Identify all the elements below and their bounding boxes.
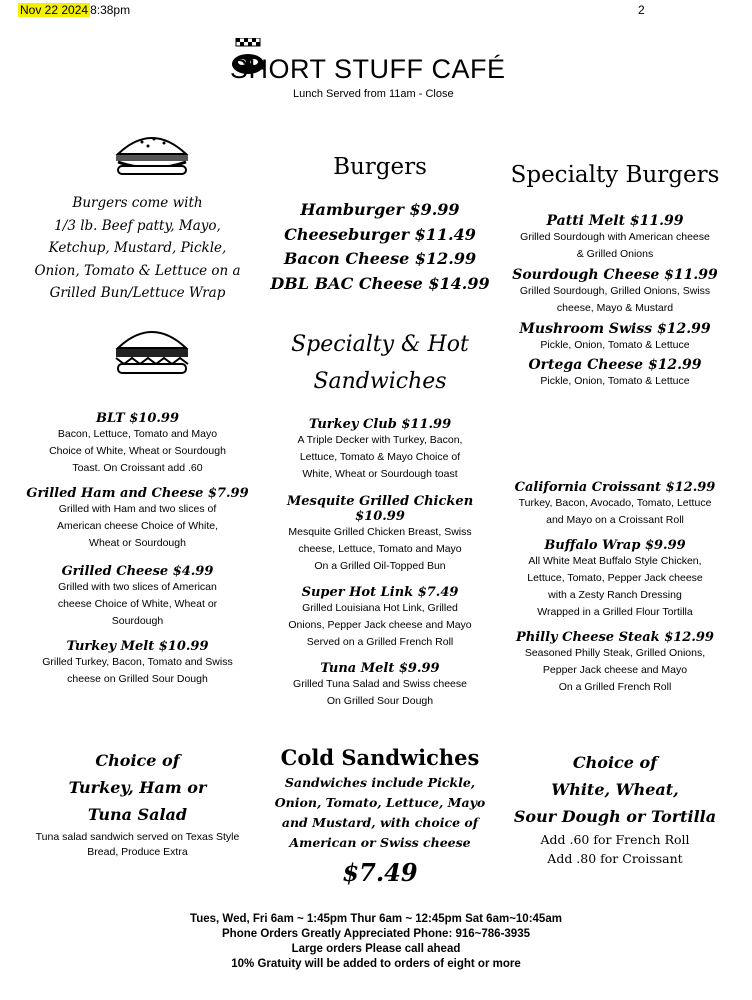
cold-sandwiches [265,743,495,891]
intro-line: Onion, Tomato & Lettuce on a [34,262,241,279]
date-highlight: Nov 22 2024 [20,3,89,17]
burgers-list [265,198,495,296]
cold-line: Onion, Tomato, Lettuce, Mayo [274,795,486,810]
title-line: Specialty & Hot [291,332,469,357]
choice-line: Sour Dough or Tortilla [513,807,717,826]
choice-line: Tuna Salad [87,805,188,824]
left-sandwiches [20,411,255,688]
item-name: Philly Cheese Steak $12.99 [516,630,714,645]
cold-line: and Mustard, with choice of [281,815,479,830]
burgers-intro [20,192,255,305]
menu-item: Cheeseburger $11.49 [284,224,476,244]
item-desc: Sourdough [111,615,164,627]
item-desc: Wheat or Sourdough [89,537,186,549]
hours-line: Tues, Wed, Fri 6am ~ 1:45pm Thur 6am ~ 12:45pm Sat 6am~10:45am [190,913,562,925]
item-desc: All White Meat Buffalo Style Chicken, [528,555,702,567]
item-desc: cheese Choice of White, Wheat or [57,598,218,610]
cold-sandwiches-title: Cold Sandwiches [280,745,480,770]
intro-line: 1/3 lb. Beef patty, Mayo, [54,217,221,234]
specialty-burgers-list [495,213,735,390]
item-name: Turkey Melt $10.99 [66,639,209,654]
item-desc: & Grilled Onions [576,248,654,260]
item-desc: On a Grilled French Roll [558,681,672,693]
bread-note: Add .80 for Croissant [547,851,683,866]
item-desc: Lettuce, Tomato, Pepper Jack cheese [527,572,703,584]
cafe-title: SHORT STUFF CAFÉ [230,54,506,84]
choice-line: Choice of [95,751,180,770]
item-desc: Grilled Turkey, Bacon, Tomato and Swiss [42,656,233,668]
item-name: Turkey Club $11.99 [308,417,452,432]
item-name: California Croissant $12.99 [514,480,716,495]
item-desc: cheese, Lettuce, Tomato and Mayo [298,543,462,555]
item-desc: Seasoned Philly Steak, Grilled Onions, [524,647,706,659]
hot-sandwiches-list [265,417,495,710]
item-desc: Lettuce, Tomato & Mayo Choice of [299,451,461,463]
item-desc: On a Grilled Oil-Topped Bun [314,560,446,572]
timestamp [18,3,130,17]
item-name: Patti Melt $11.99 [546,213,684,229]
intro-line: Ketchup, Mustard, Pickle, [48,240,227,256]
item-desc: Grilled Tuna Salad and Swiss cheese [293,678,467,690]
burgers-title: Burgers [333,154,427,180]
item-desc: Onions, Pepper Jack cheese and Mayo [288,619,472,631]
choice-line: Turkey, Ham or [68,778,207,797]
menu-item: Hamburger $9.99 [300,200,460,219]
menu-item: DBL BAC Cheese $14.99 [270,273,490,293]
intro-line: Burgers come with [72,195,203,211]
item-desc: Choice of White, Wheat or Sourdough [49,445,226,457]
intro-line: Grilled Bun/Lettuce Wrap [49,285,226,301]
item-desc: Served on a Grilled French Roll [306,636,454,648]
top-bar [0,0,752,22]
item-desc: Grilled Sourdough with American cheese [520,231,710,243]
item-desc: White, Wheat or Sourdough toast [302,468,458,480]
burger-icon [112,322,192,376]
burger-icon [112,130,192,178]
bread-choices [495,749,735,868]
item-name: Mushroom Swiss $12.99 [519,321,711,337]
item-name: Ortega Cheese $12.99 [528,357,702,373]
item-desc: and Mayo on a Croissant Roll [546,514,684,526]
item-desc: Grilled with two slices of American [58,581,217,593]
item-desc: Pickle, Onion, Tomato & Lettuce [540,375,690,387]
cold-left-choices [20,747,255,860]
note-line: Tuna salad sandwich served on Texas Style [35,831,240,843]
page-number: 2 [638,3,645,17]
item-desc: cheese, Mayo & Mustard [556,302,674,314]
menu-item: Bacon Cheese $12.99 [283,249,477,268]
item-desc: A Triple Decker with Turkey, Bacon, [297,434,463,446]
item-desc: Wrapped in a Grilled Flour Tortilla [537,606,693,618]
item-name: Buffalo Wrap $9.99 [544,538,686,553]
item-name: Tuna Melt $9.99 [320,661,440,676]
item-desc: Grilled Sourdough, Grilled Onions, Swiss [519,285,711,297]
cold-price: $7.49 [342,858,418,887]
choice-line: White, Wheat, [551,780,679,799]
item-desc: Bacon, Lettuce, Tomato and Mayo [57,428,218,440]
item-desc: Pepper Jack cheese and Mayo [542,664,688,676]
title-line: Sandwiches [313,369,447,394]
cold-line: American or Swiss cheese [289,835,471,850]
lunch-hours: Lunch Served from 11am - Close [293,88,454,100]
item-desc: Grilled Louisiana Hot Link, Grilled [302,602,458,614]
item-name: BLT $10.99 [95,411,180,426]
item-desc: Toast. On Croissant add .60 [72,462,203,474]
item-desc: American cheese Choice of White, [56,520,219,532]
item-name: Grilled Ham and Cheese $7.99 [26,486,249,501]
item-desc: cheese on Grilled Sour Dough [67,673,208,685]
time: 8:38pm [90,3,131,17]
item-desc: On Grilled Sour Dough [326,695,434,707]
item-name: Super Hot Link $7.49 [301,585,459,600]
hot-sandwiches-title [265,326,495,400]
footer-info [0,912,752,972]
note-line: Bread, Produce Extra [87,846,188,858]
cold-line: Sandwiches include Pickle, [284,775,476,790]
item-name: Sourdough Cheese $11.99 [512,267,718,283]
item-desc: Mesquite Grilled Chicken Breast, Swiss [288,526,472,538]
item-desc: with a Zesty Ranch Dressing [548,589,682,601]
item-desc: Grilled with Ham and two slices of [58,503,217,515]
large-orders-line: Large orders Please call ahead [291,943,461,955]
item-desc: Turkey, Bacon, Avocado, Tomato, Lettuce [518,497,712,509]
item-name: Grilled Cheese $4.99 [61,564,214,579]
right-sandwiches [495,480,735,696]
item-desc: Pickle, Onion, Tomato & Lettuce [540,339,690,351]
specialty-burgers-title: Specialty Burgers [510,162,720,188]
bread-note: Add .60 for French Roll [540,832,690,847]
phone-line: Phone Orders Greatly Appreciated Phone: 916~786-3935 [222,928,530,940]
choice-line: Choice of [572,753,658,772]
item-name: Mesquite Grilled Chicken $10.99 [286,494,474,524]
gratuity-line: 10% Gratuity will be added to orders of eight or more [231,958,521,970]
